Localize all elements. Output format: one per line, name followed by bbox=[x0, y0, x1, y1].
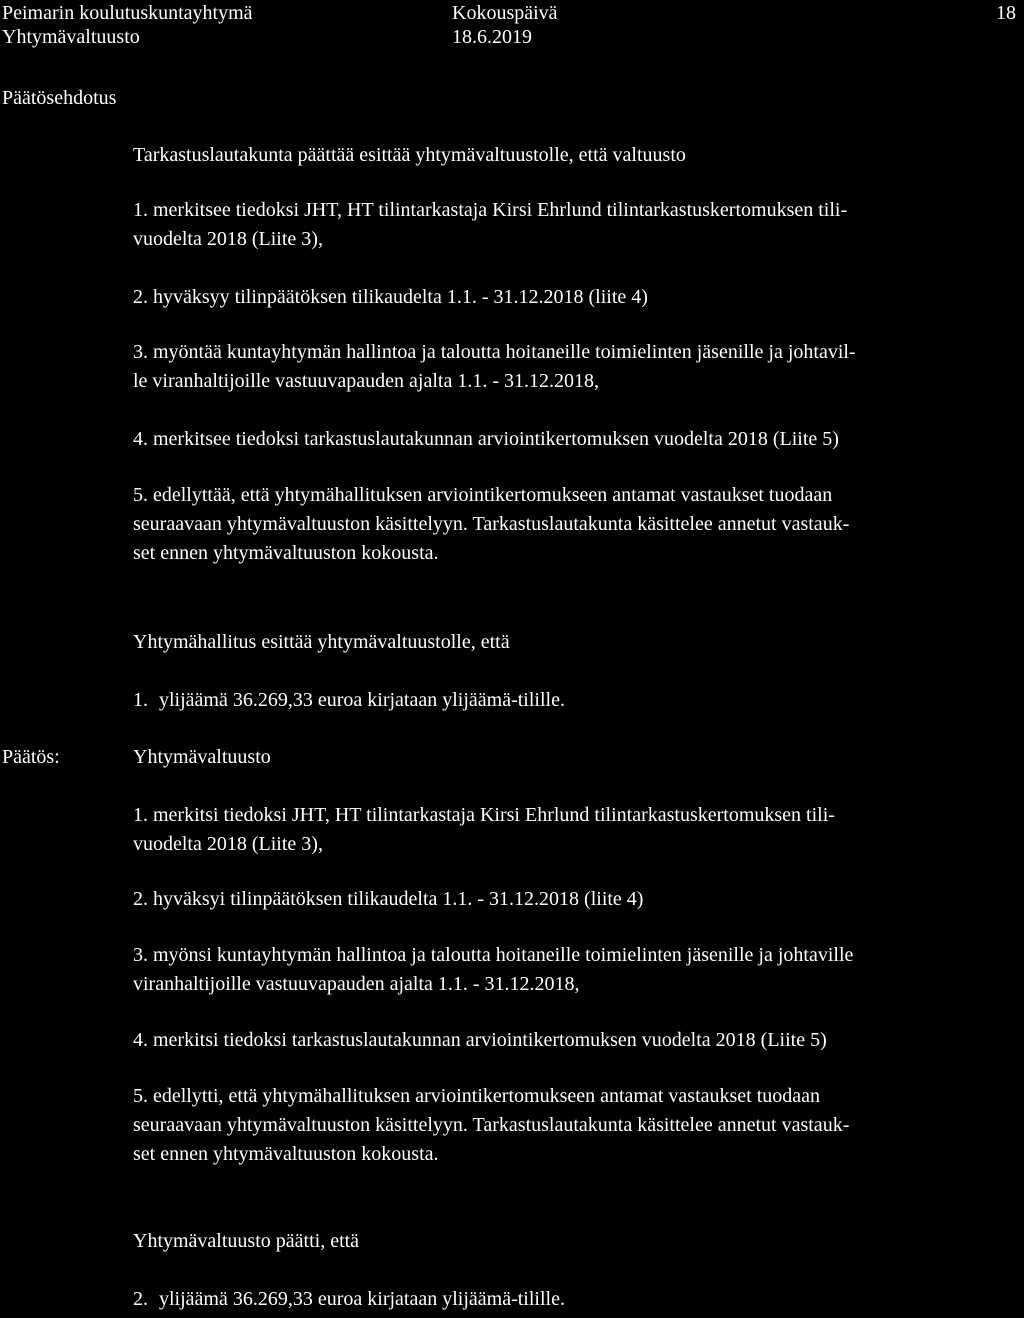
council-item bbox=[133, 1285, 1013, 1314]
proposal-item-5 bbox=[133, 481, 1013, 568]
proposal-item-2-line1: 2. hyväksyy tilinpäätöksen tilikaudelta 1.1. - 31.12.2018 (liite 4) bbox=[133, 286, 648, 308]
meeting-date: 18.6.2019 bbox=[452, 26, 532, 48]
board-item bbox=[133, 686, 1013, 715]
council-intro: Yhtymävaltuusto päätti, että bbox=[133, 1230, 360, 1252]
decision-body: Yhtymävaltuusto bbox=[133, 746, 271, 768]
board-item-text: ylijäämä 36.269,33 euroa kirjataan ylijäämä-tilille. bbox=[159, 689, 565, 711]
proposal-item-3 bbox=[133, 338, 1013, 396]
decision-item-3-line2: viranhaltijoille vastuuvapauden ajalta 1.1. - 31.12.2018, bbox=[133, 973, 580, 995]
date-label: Kokouspäivä bbox=[452, 2, 558, 24]
decision-item-5-line2: seuraavaan yhtymävaltuuston käsittelyyn. Tarkastuslautakunta käsittelee annetut vastauk- bbox=[133, 1114, 850, 1136]
proposal-item-2 bbox=[133, 283, 1013, 312]
council-item-number: 2. bbox=[133, 1288, 148, 1310]
proposal-item-1-line1: 1. merkitsee tiedoksi JHT, HT tilintarkastaja Kirsi Ehrlund tilintarkastuskertomuksen tili- bbox=[133, 199, 848, 221]
decision-item-1-line1: 1. merkitsi tiedoksi JHT, HT tilintarkastaja Kirsi Ehrlund tilintarkastuskertomuksen tili- bbox=[133, 804, 835, 826]
board-item-number: 1. bbox=[133, 689, 148, 711]
proposal-item-1-line2: vuodelta 2018 (Liite 3), bbox=[133, 228, 323, 250]
organization-name: Peimarin koulutuskuntayhtymä bbox=[2, 2, 253, 24]
proposal-intro: Tarkastuslautakunta päättää esittää yhtymävaltuustolle, että valtuusto bbox=[133, 144, 686, 166]
proposal-item-4-line1: 4. merkitsee tiedoksi tarkastuslautakunnan arviointikertomuksen vuodelta 2018 (Liite 5) bbox=[133, 428, 839, 450]
proposal-item-5-line2: seuraavaan yhtymävaltuuston käsittelyyn. Tarkastuslautakunta käsittelee annetut vastauk- bbox=[133, 513, 850, 535]
decision-item-2 bbox=[133, 885, 1013, 914]
decision-item-1 bbox=[133, 801, 1013, 859]
decision-item-4-line1: 4. merkitsi tiedoksi tarkastuslautakunnan arviointikertomuksen vuodelta 2018 (Liite 5) bbox=[133, 1029, 827, 1051]
decision-heading: Päätös: bbox=[2, 746, 60, 768]
decision-item-3-line1: 3. myönsi kuntayhtymän hallintoa ja taloutta hoitaneille toimielinten jäsenille ja johtaville bbox=[133, 944, 854, 966]
decision-item-5 bbox=[133, 1082, 1013, 1169]
decision-item-2-line1: 2. hyväksyi tilinpäätöksen tilikaudelta 1.1. - 31.12.2018 (liite 4) bbox=[133, 888, 644, 910]
decision-item-5-line3: set ennen yhtymävaltuuston kokousta. bbox=[133, 1143, 439, 1165]
decision-item-1-line2: vuodelta 2018 (Liite 3), bbox=[133, 833, 323, 855]
proposal-item-5-line1: 5. edellyttää, että yhtymähallituksen arviointikertomukseen antamat vastaukset tuodaan bbox=[133, 484, 833, 506]
decision-item-5-line1: 5. edellytti, että yhtymähallituksen arviointikertomukseen antamat vastaukset tuodaan bbox=[133, 1085, 821, 1107]
proposal-item-4 bbox=[133, 425, 1013, 454]
page-number: 18 bbox=[996, 2, 1016, 24]
proposal-item-3-line2: le viranhaltijoille vastuuvapauden ajalta 1.1. - 31.12.2018, bbox=[133, 370, 599, 392]
decision-item-3 bbox=[133, 941, 1013, 999]
decision-item-4 bbox=[133, 1026, 1013, 1055]
council-item-text: ylijäämä 36.269,33 euroa kirjataan ylijäämä-tilille. bbox=[159, 1288, 565, 1310]
proposal-item-1 bbox=[133, 196, 1013, 254]
body-name: Yhtymävaltuusto bbox=[2, 26, 140, 48]
proposal-heading: Päätösehdotus bbox=[2, 87, 117, 109]
proposal-item-3-line1: 3. myöntää kuntayhtymän hallintoa ja taloutta hoitaneille toimielinten jäsenille ja johtavil- bbox=[133, 341, 856, 363]
proposal-item-5-line3: set ennen yhtymävaltuuston kokousta. bbox=[133, 542, 439, 564]
board-intro: Yhtymähallitus esittää yhtymävaltuustolle, että bbox=[133, 631, 510, 653]
